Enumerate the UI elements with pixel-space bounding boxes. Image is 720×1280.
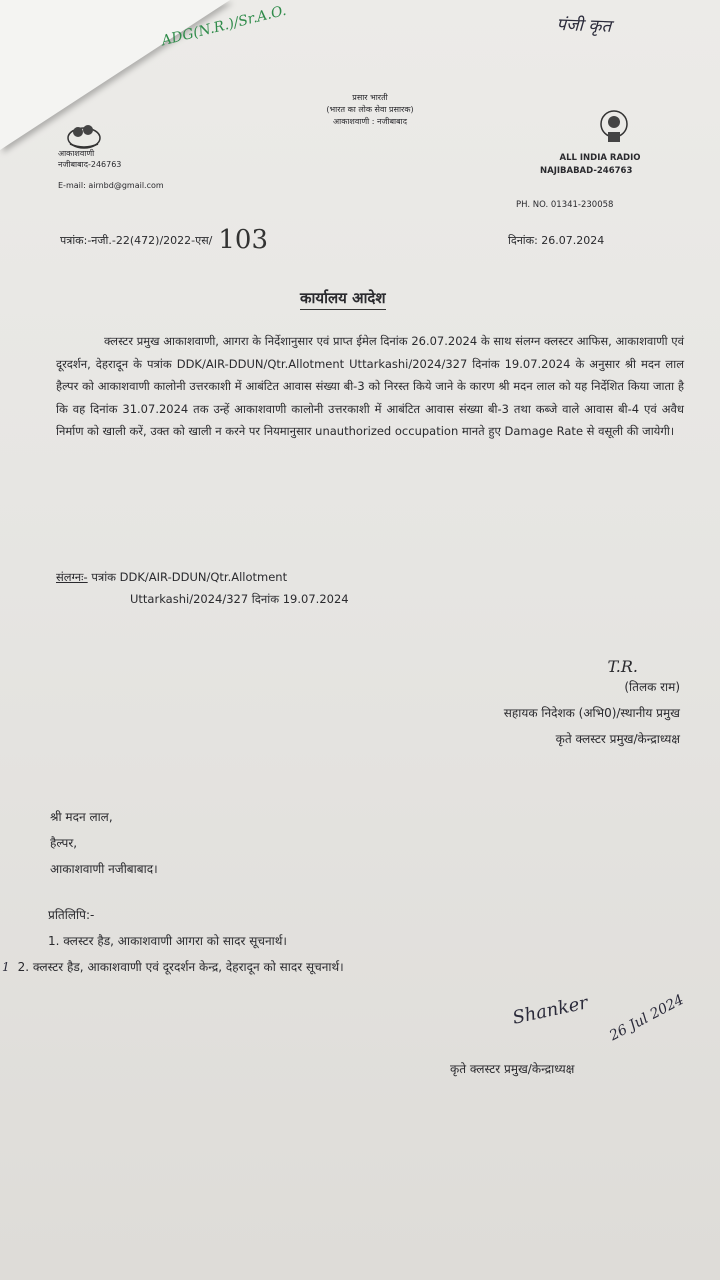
signature-initials: T.R.: [607, 657, 638, 676]
right-letterhead: [540, 152, 660, 178]
center-head-line-1: प्रसार भारती: [352, 93, 388, 102]
center-letterhead: [290, 92, 450, 128]
left-head-line-1: आकाशवाणी: [58, 149, 95, 158]
reference-handwritten-number: 103: [218, 225, 268, 255]
left-head-line-2: नजीबाबाद-246763: [58, 160, 122, 169]
reference-number: [60, 225, 268, 255]
handwritten-date: 26 Jul 2024: [607, 991, 687, 1045]
copy-to-item-2: [2, 954, 344, 980]
handwritten-mark: 1: [2, 960, 10, 974]
left-letterhead: [58, 148, 164, 191]
enclosure-label: संलग्नः-: [56, 570, 88, 584]
signatory-for: कृते क्लस्टर प्रमुख/केन्द्राध्यक्ष: [555, 732, 680, 746]
order-date: दिनांक: 26.07.2024: [508, 234, 605, 247]
enclosure-line-2: Uttarkashi/2024/327 दिनांक 19.07.2024: [130, 592, 349, 606]
order-body: क्लस्टर प्रमुख आकाशवाणी, आगरा के निर्देशानुसार एवं प्राप्त ईमेल दिनांक 26.07.2024 के साथ संलग्न क्लस्टर आफिस, आकाशवाणी एवं दूरदर्शन, देहरादून के पत्रांक DDK/AIR-DDUN/Qtr.Allotment Uttarkashi/2024/327 दिनांक 19.07.2024 के अनुसार श्री मदन लाल हैल्पर को आकाशवाणी कालोनी उत्तरकाशी में आबंटित आवास संख्या बी-3 को निरस्त किये जाने के कारण श्री मदन लाल को यह निर्देशित किया जाता है कि वह दिनांक 31.07.2024 तक उन्हें आकाशवाणी कालोनी उत्तरकाशी में आबंटित आवास संख्या बी-3 तथा कब्जे वाले आवास बी-4 एवं अवैध निर्माण को खाली करें, उक्त को खाली न करने पर नियमानुसार unauthorized occupation मानते हुए Damage Rate से वसूली की जायेगी।: [56, 334, 684, 438]
prasar-bharati-logo-icon: [64, 118, 104, 150]
enclosure-line-1: पत्रांक DDK/AIR-DDUN/Qtr.Allotment: [91, 570, 288, 584]
addressee-block: [50, 804, 158, 882]
handwritten-green-note: ADG(N.R.)/Sr.A.O.: [159, 2, 288, 50]
enclosure: [56, 566, 456, 610]
right-head-line-2: NAJIBABAD-246763: [540, 166, 633, 176]
handwritten-signature: Shanker: [510, 992, 590, 1029]
page-title: कार्यालय आदेश: [300, 288, 386, 310]
addressee-line-1: श्री मदन लाल,: [50, 810, 113, 824]
signatory-block: [360, 657, 680, 752]
copy-to-item-2-text: 2. क्लस्टर हैड, आकाशवाणी एवं दूरदर्शन केन्द्र, देहरादून को सादर सूचनार्थ।: [17, 960, 344, 974]
folded-corner: [0, 0, 230, 150]
center-head-line-2: (भारत का लोक सेवा प्रसारक): [326, 105, 414, 114]
all-india-radio-logo-icon: [598, 108, 630, 148]
addressee-line-2: हैल्पर,: [50, 836, 78, 850]
handwritten-registered-note: पंजी कृत: [556, 14, 612, 37]
phone-number: PH. NO. 01341-230058: [516, 200, 614, 210]
copy-to-block: [2, 902, 344, 980]
reference-label: पत्रांक:-नजी.-22(472)/2022-एस/: [60, 234, 213, 247]
copy-to-item-1: 1. क्लस्टर हैड, आकाशवाणी आगरा को सादर सूचनार्थ।: [48, 934, 287, 948]
signatory-designation: सहायक निदेशक (अभि0)/स्थानीय प्रमुख: [503, 706, 680, 720]
addressee-line-3: आकाशवाणी नजीबाबाद।: [50, 862, 158, 876]
right-head-line-1: ALL INDIA RADIO: [559, 153, 641, 163]
copy-to-label: प्रतिलिपि:-: [48, 908, 95, 922]
bottom-signatory-for: कृते क्लस्टर प्रमुख/केन्द्राध्यक्ष: [450, 1062, 575, 1076]
left-head-line-3: E-mail: airnbd@gmail.com: [58, 181, 164, 190]
signatory-name: (तिलक राम): [624, 680, 680, 694]
center-head-line-3: आकाशवाणी : नजीबाबाद: [333, 117, 407, 126]
